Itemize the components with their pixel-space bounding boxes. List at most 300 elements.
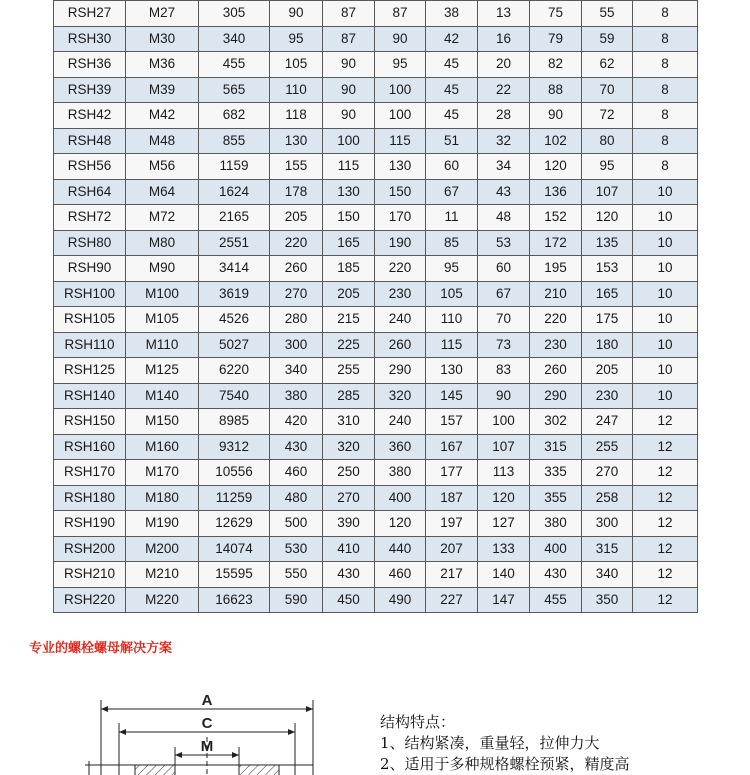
table-cell: 105 [426,281,478,307]
table-cell: 145 [426,383,478,409]
table-cell: 90 [323,52,375,78]
table-cell: M190 [126,511,199,537]
table-cell: 190 [375,230,426,256]
dimension-m-label: M [200,738,214,755]
table-cell: RSH36 [54,52,126,78]
table-row [54,485,698,511]
table-cell: 11259 [199,485,270,511]
table-cell: 230 [375,281,426,307]
table-cell: 16 [478,26,530,52]
table-cell: 10 [633,281,698,307]
table-cell: RSH72 [54,205,126,231]
table-row [54,230,698,256]
table-cell: 85 [426,230,478,256]
table-cell: 1624 [199,179,270,205]
table-cell: RSH210 [54,562,126,588]
table-cell: 82 [530,52,582,78]
table-cell: 130 [270,128,323,154]
table-cell: M210 [126,562,199,588]
table-cell: 62 [582,52,633,78]
table-cell: RSH150 [54,409,126,435]
table-cell: 5027 [199,332,270,358]
table-cell: 55 [582,1,633,27]
table-cell: RSH100 [54,281,126,307]
table-cell: 127 [478,511,530,537]
table-cell: 300 [582,511,633,537]
table-row [54,358,698,384]
table-cell: 380 [375,460,426,486]
table-cell: 73 [478,332,530,358]
table-cell: 45 [426,77,478,103]
table-cell: 178 [270,179,323,205]
table-cell: 172 [530,230,582,256]
table-cell: M160 [126,434,199,460]
table-cell: RSH27 [54,1,126,27]
features-block [380,712,740,775]
table-cell: 260 [270,256,323,282]
table-cell: RSH42 [54,103,126,129]
table-cell: M72 [126,205,199,231]
table-cell: 8 [633,77,698,103]
table-cell: 220 [270,230,323,256]
table-cell: 12 [633,587,698,613]
arrow-right-a [306,706,313,712]
table-cell: 8985 [199,409,270,435]
table-cell: 320 [375,383,426,409]
table-cell: 315 [582,536,633,562]
table-cell: 7540 [199,383,270,409]
table-cell: 455 [530,587,582,613]
table-cell: 120 [582,205,633,231]
table-cell: M48 [126,128,199,154]
table-cell: 290 [375,358,426,384]
table-row [54,281,698,307]
table-cell: 88 [530,77,582,103]
table-row [54,26,698,52]
table-cell: M100 [126,281,199,307]
table-cell: 110 [270,77,323,103]
table-cell: 270 [270,281,323,307]
table-cell: 75 [530,1,582,27]
table-cell: 115 [426,332,478,358]
table-cell: 187 [426,485,478,511]
table-cell: 175 [582,307,633,333]
table-cell: 340 [582,562,633,588]
table-cell: M27 [126,1,199,27]
table-cell: 12 [633,409,698,435]
table-cell: 53 [478,230,530,256]
table-row [54,332,698,358]
table-cell: 3414 [199,256,270,282]
table-cell: 270 [323,485,375,511]
table-cell: 15595 [199,562,270,588]
table-cell: 100 [478,409,530,435]
table-cell: 133 [478,536,530,562]
table-cell: 480 [270,485,323,511]
table-cell: RSH180 [54,485,126,511]
table-cell: RSH125 [54,358,126,384]
table-cell: 70 [582,77,633,103]
table-cell: 130 [375,154,426,180]
table-cell: 13 [478,1,530,27]
table-cell: 10 [633,205,698,231]
table-cell: 120 [375,511,426,537]
table-row [54,103,698,129]
table-cell: RSH64 [54,179,126,205]
table-row [54,434,698,460]
table-cell: 300 [270,332,323,358]
table-cell: 6220 [199,358,270,384]
table-cell: 490 [375,587,426,613]
table-cell: 130 [323,179,375,205]
table-cell: 565 [199,77,270,103]
table-row [54,562,698,588]
table-cell: M105 [126,307,199,333]
table-cell: RSH56 [54,154,126,180]
table-cell: RSH48 [54,128,126,154]
table-cell: 340 [199,26,270,52]
table-cell: RSH170 [54,460,126,486]
table-cell: 460 [270,460,323,486]
table-cell: 165 [582,281,633,307]
table-cell: 107 [478,434,530,460]
table-cell: 2551 [199,230,270,256]
table-cell: 2165 [199,205,270,231]
table-cell: 280 [270,307,323,333]
table-cell: 83 [478,358,530,384]
table-cell: 400 [375,485,426,511]
table-cell: 1159 [199,154,270,180]
table-cell: M200 [126,536,199,562]
table-cell: M125 [126,358,199,384]
table-cell: 180 [582,332,633,358]
table-cell: M90 [126,256,199,282]
table-cell: 59 [582,26,633,52]
table-cell: 410 [323,536,375,562]
table-cell: 12 [633,434,698,460]
table-cell: 10556 [199,460,270,486]
table-cell: 8 [633,128,698,154]
table-cell: 220 [375,256,426,282]
table-row [54,179,698,205]
table-cell: RSH140 [54,383,126,409]
spec-table [53,0,698,613]
table-cell: 102 [530,128,582,154]
table-cell: 455 [199,52,270,78]
table-cell: 90 [478,383,530,409]
table-cell: 380 [270,383,323,409]
hatched-section-left [135,765,175,775]
table-cell: 67 [426,179,478,205]
table-cell: M42 [126,103,199,129]
table-cell: 107 [582,179,633,205]
table-cell: 115 [323,154,375,180]
table-cell: 8 [633,1,698,27]
table-cell: 9312 [199,434,270,460]
table-cell: RSH220 [54,587,126,613]
table-cell: 855 [199,128,270,154]
table-cell: 285 [323,383,375,409]
table-cell: M56 [126,154,199,180]
table-cell: 8 [633,103,698,129]
feature-item-1: 1、结构紧凑，重量轻，拉伸力大 [380,734,600,752]
table-cell: 315 [530,434,582,460]
table-row [54,587,698,613]
table-cell: RSH30 [54,26,126,52]
table-cell: 550 [270,562,323,588]
table-cell: 305 [199,1,270,27]
table-cell: 12 [633,485,698,511]
table-cell: 215 [323,307,375,333]
table-cell: 400 [530,536,582,562]
table-cell: 90 [530,103,582,129]
table-cell: 355 [530,485,582,511]
table-cell: 430 [270,434,323,460]
hatched-section-right [239,765,279,775]
table-cell: RSH200 [54,536,126,562]
table-cell: 247 [582,409,633,435]
table-row [54,128,698,154]
table-row [54,460,698,486]
table-cell: 10 [633,358,698,384]
table-cell: 220 [530,307,582,333]
table-cell: 147 [478,587,530,613]
table-cell: 95 [375,52,426,78]
table-cell: 11 [426,205,478,231]
table-cell: 460 [375,562,426,588]
table-cell: 105 [270,52,323,78]
table-cell: 95 [582,154,633,180]
table-cell: 60 [478,256,530,282]
table-cell: 22 [478,77,530,103]
table-cell: 225 [323,332,375,358]
table-cell: M36 [126,52,199,78]
table-cell: 20 [478,52,530,78]
table-cell: 43 [478,179,530,205]
table-cell: 150 [323,205,375,231]
table-cell: M180 [126,485,199,511]
table-cell: 4526 [199,307,270,333]
table-cell: 12629 [199,511,270,537]
table-cell: 195 [530,256,582,282]
table-cell: 51 [426,128,478,154]
table-cell: 255 [582,434,633,460]
table-cell: 10 [633,383,698,409]
table-cell: 32 [478,128,530,154]
table-cell: 205 [582,358,633,384]
table-cell: 270 [582,460,633,486]
table-cell: 38 [426,1,478,27]
table-cell: 320 [323,434,375,460]
table-cell: 430 [323,562,375,588]
table-cell: 87 [323,1,375,27]
table-cell: 14074 [199,536,270,562]
table-row [54,256,698,282]
arrow-left-a [101,706,108,712]
table-cell: 240 [375,409,426,435]
table-cell: 250 [323,460,375,486]
table-cell: 120 [478,485,530,511]
table-row [54,511,698,537]
table-cell: 110 [426,307,478,333]
table-cell: M140 [126,383,199,409]
table-cell: 230 [530,332,582,358]
table-cell: 530 [270,536,323,562]
table-cell: 260 [375,332,426,358]
table-cell: 90 [323,77,375,103]
table-cell: 590 [270,587,323,613]
table-cell: 150 [375,179,426,205]
table-cell: 136 [530,179,582,205]
table-cell: M170 [126,460,199,486]
table-cell: 10 [633,307,698,333]
table-cell: 42 [426,26,478,52]
table-cell: 380 [530,511,582,537]
table-cell: M30 [126,26,199,52]
table-cell: 205 [270,205,323,231]
table-row [54,52,698,78]
table-row [54,536,698,562]
table-cell: 430 [530,562,582,588]
features-heading: 结构特点： [380,713,456,731]
table-cell: RSH160 [54,434,126,460]
table-cell: RSH190 [54,511,126,537]
table-cell: 8 [633,52,698,78]
table-cell: 260 [530,358,582,384]
table-cell: 350 [582,587,633,613]
feature-item-2: 2、适用于多种规格螺栓预紧，精度高 [380,755,630,773]
table-cell: M150 [126,409,199,435]
table-cell: 60 [426,154,478,180]
cross-section-drawing [75,685,335,775]
table-cell: 87 [375,1,426,27]
table-cell: 130 [426,358,478,384]
table-cell: 90 [323,103,375,129]
table-cell: 165 [323,230,375,256]
dimension-a-label: A [201,692,213,709]
table-cell: 80 [582,128,633,154]
table-cell: 335 [530,460,582,486]
table-cell: 12 [633,562,698,588]
table-cell: 185 [323,256,375,282]
table-cell: 72 [582,103,633,129]
table-cell: 100 [375,77,426,103]
table-cell: 3619 [199,281,270,307]
table-cell: 240 [375,307,426,333]
table-cell: 120 [530,154,582,180]
table-cell: 290 [530,383,582,409]
table-cell: M39 [126,77,199,103]
table-row [54,1,698,27]
table-cell: 255 [323,358,375,384]
table-cell: 100 [323,128,375,154]
table-cell: M110 [126,332,199,358]
table-cell: 115 [375,128,426,154]
dimension-c-label: C [201,715,213,732]
table-cell: 340 [270,358,323,384]
table-cell: 113 [478,460,530,486]
table-cell: 440 [375,536,426,562]
table-cell: 10 [633,179,698,205]
table-row [54,409,698,435]
table-cell: 45 [426,52,478,78]
table-cell: M64 [126,179,199,205]
table-cell: 157 [426,409,478,435]
table-cell: 177 [426,460,478,486]
table-cell: 79 [530,26,582,52]
table-cell: 48 [478,205,530,231]
table-cell: RSH90 [54,256,126,282]
table-cell: 230 [582,383,633,409]
table-cell: 227 [426,587,478,613]
table-cell: 12 [633,511,698,537]
table-cell: 390 [323,511,375,537]
table-cell: 28 [478,103,530,129]
table-cell: 682 [199,103,270,129]
table-cell: 87 [323,26,375,52]
table-row [54,154,698,180]
table-cell: 10 [633,256,698,282]
table-cell: 10 [633,332,698,358]
table-cell: 12 [633,460,698,486]
table-cell: 140 [478,562,530,588]
table-cell: 258 [582,485,633,511]
table-cell: 153 [582,256,633,282]
table-cell: 45 [426,103,478,129]
table-cell: 70 [478,307,530,333]
table-cell: 207 [426,536,478,562]
table-cell: 8 [633,154,698,180]
table-cell: 210 [530,281,582,307]
table-cell: 10 [633,230,698,256]
table-cell: 100 [375,103,426,129]
table-cell: 135 [582,230,633,256]
table-cell: 16623 [199,587,270,613]
table-cell: 170 [375,205,426,231]
table-cell: 95 [270,26,323,52]
table-cell: 67 [478,281,530,307]
table-cell: 8 [633,26,698,52]
table-cell: 500 [270,511,323,537]
table-cell: 420 [270,409,323,435]
table-row [54,77,698,103]
table-cell: 95 [426,256,478,282]
table-cell: 205 [323,281,375,307]
table-cell: RSH39 [54,77,126,103]
table-cell: RSH80 [54,230,126,256]
table-cell: 302 [530,409,582,435]
table-cell: M220 [126,587,199,613]
table-cell: M80 [126,230,199,256]
table-cell: 34 [478,154,530,180]
table-cell: 450 [323,587,375,613]
table-cell: RSH105 [54,307,126,333]
table-cell: 90 [375,26,426,52]
table-cell: 167 [426,434,478,460]
section-title: 专业的螺栓螺母解决方案 [29,640,173,655]
table-row [54,307,698,333]
spec-table-body [54,1,698,613]
table-row [54,205,698,231]
table-cell: 310 [323,409,375,435]
table-cell: RSH110 [54,332,126,358]
table-cell: 217 [426,562,478,588]
table-cell: 152 [530,205,582,231]
table-cell: 90 [270,1,323,27]
table-cell: 360 [375,434,426,460]
table-row [54,383,698,409]
table-cell: 197 [426,511,478,537]
